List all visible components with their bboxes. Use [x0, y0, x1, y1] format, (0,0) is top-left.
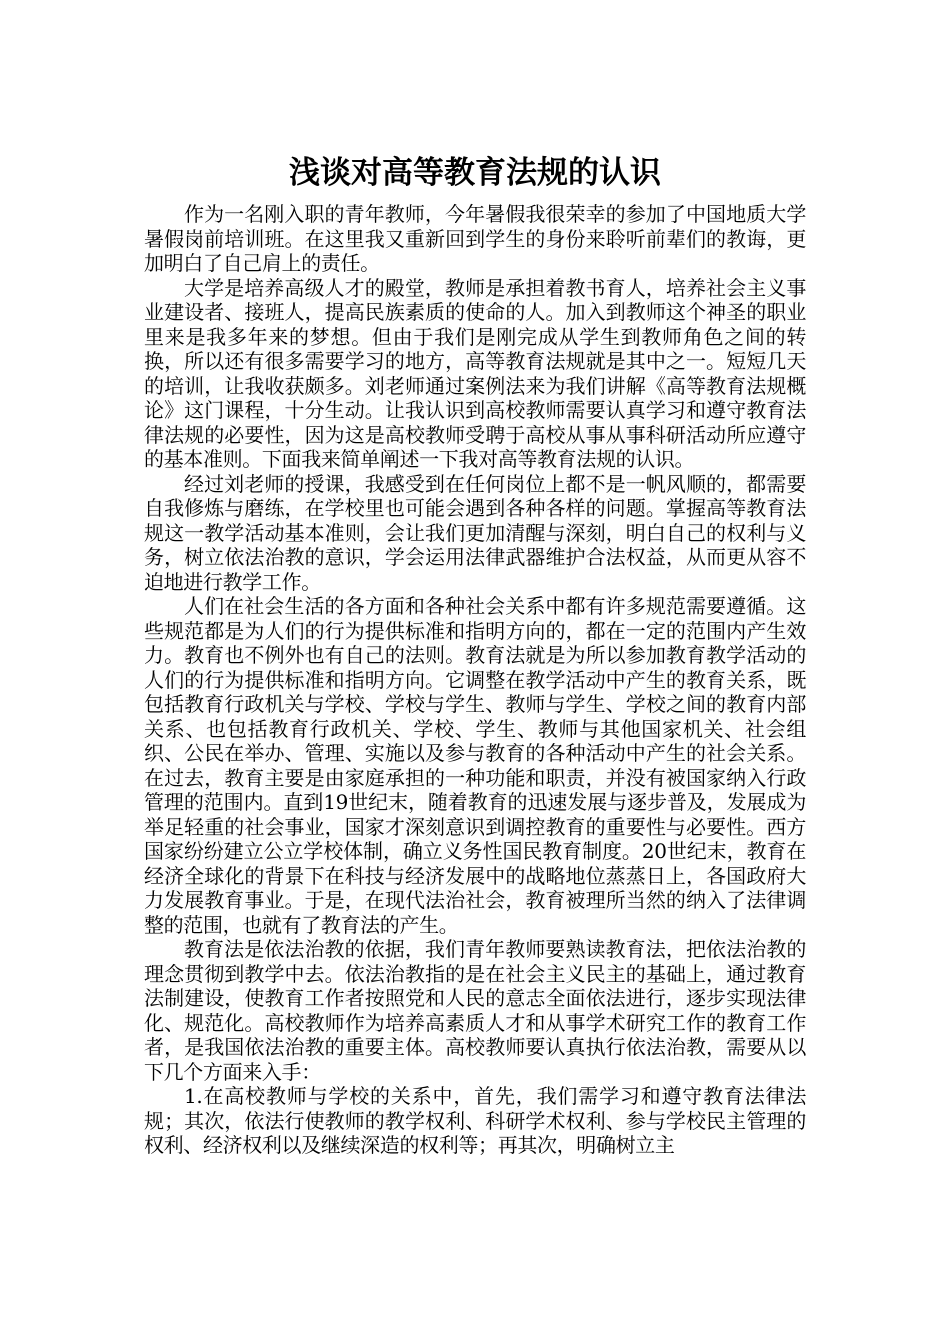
paragraph-rule-of-law: 教育法是依法治教的依据，我们青年教师要熟读教育法，把依法治教的理念贯彻到教学中去。依法治教指的是在社会主义民主的基础上，通过教育法制建设，使教育工作者按照党和人民的意志全面依法进行，逐步实现法律化、规范化。高校教师作为培养高素质人才和从事学术研究工作的教育工作者，是我国依法治教的重要主体。高校教师要认真执行依法治教，需要从以下几个方面来入手： — [144, 937, 806, 1084]
paragraph-university: 大学是培养高级人才的殿堂，教师是承担着教书育人，培养社会主义事业建设者、接班人，提高民族素质的使命的人。加入到教师这个神圣的职业里来是我多年来的梦想。但由于我们是刚完成从学生到教师角色之间的转换，所以还有很多需要学习的地方，高等教育法规就是其中之一。短短几天的培训，让我收获颇多。刘老师通过案例法来为我们讲解《高等教育法规概论》这门课程，十分生动。让我认识到高校教师需要认真学习和遵守教育法律法规的必要性，因为这是高校教师受聘于高校从事从事科研活动所应遵守的基本准则。下面我来简单阐述一下我对高等教育法规的认识。 — [144, 275, 806, 471]
paragraph-intro: 作为一名刚入职的青年教师，今年暑假我很荣幸的参加了中国地质大学暑假岗前培训班。在这里我又重新回到学生的身份来聆听前辈们的教诲，更加明白了自己肩上的责任。 — [144, 202, 806, 275]
paragraph-lecture: 经过刘老师的授课，我感受到在任何岗位上都不是一帆风顺的，都需要自我修炼与磨练，在学校里也可能会遇到各种各样的问题。掌握高等教育法规这一教学活动基本准则，会让我们更加清醒与深刻，明白自己的权利与义务，树立依法治教的意识，学会运用法律武器维护合法权益，从而更从容不迫地进行教学工作。 — [144, 471, 806, 594]
document-title: 浅谈对高等教育法规的认识 — [289, 155, 661, 191]
document-body — [144, 150, 806, 1158]
paragraph-point-one: 1.在高校教师与学校的关系中，首先，我们需学习和遵守教育法律法规；其次，依法行使教师的教学权利、科研学术权利、参与学校民主管理的权利、经济权利以及继续深造的权利等；再其次，明确树立主 — [144, 1084, 806, 1157]
paragraph-education-law: 人们在社会生活的各方面和各种社会关系中都有许多规范需要遵循。这些规范都是为人们的行为提供标准和指明方向的，都在一定的范围内产生效力。教育也不例外也有自己的法则。教育法就是为所以参加教育教学活动的人们的行为提供标准和指明方向。它调整在教学活动中产生的教育关系，既包括教育行政机关与学校、学校与学生、教师与学生、学校之间的教育内部关系、也包括教育行政机关、学校、学生、教师与其他国家机关、社会组织、公民在举办、管理、实施以及参与教育的各种活动中产生的社会关系。在过去，教育主要是由家庭承担的一种功能和职责，并没有被国家纳入行政管理的范围内。直到19世纪末，随着教育的迅速发展与逐步普及，发展成为举足轻重的社会事业，国家才深刻意识到调控教育的重要性与必要性。西方国家纷纷建立公立学校体制，确立义务性国民教育制度。20世纪末，教育在经济全球化的背景下在科技与经济发展中的战略地位蒸蒸日上，各国政府大力发展教育事业。于是，在现代法治社会，教育被理所当然的纳入了法律调整的范围，也就有了教育法的产生。 — [144, 594, 806, 937]
